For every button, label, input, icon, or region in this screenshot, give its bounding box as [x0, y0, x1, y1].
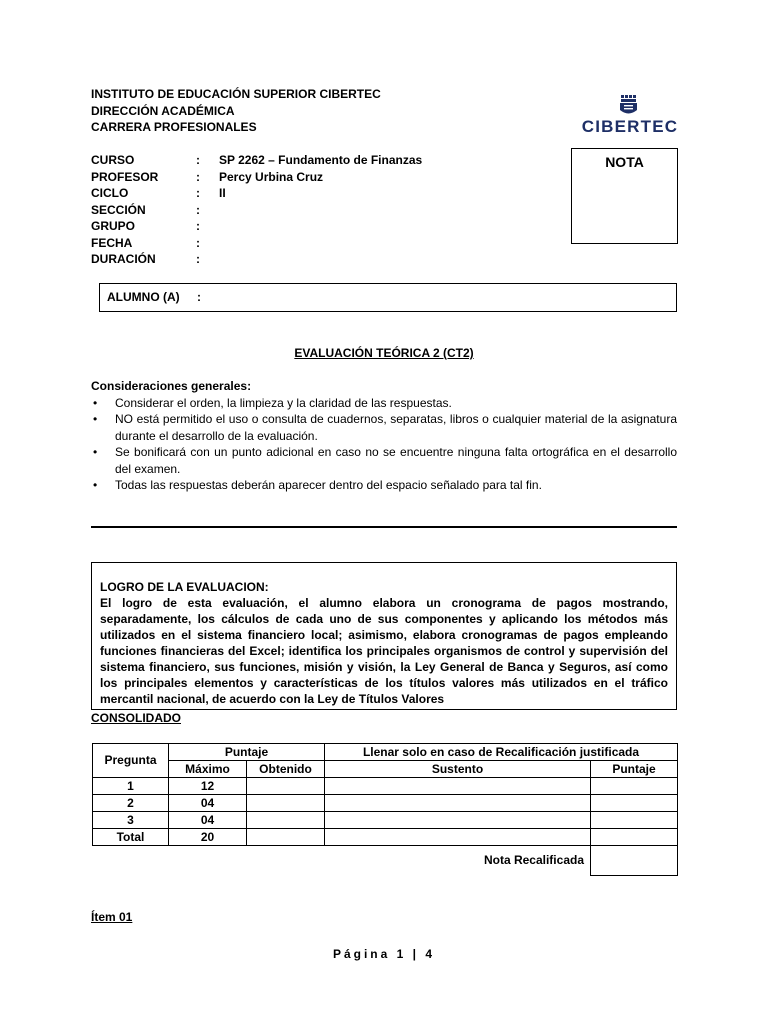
info-colon: :	[196, 186, 200, 200]
header-obtenido: Obtenido	[247, 761, 325, 778]
table-header-row	[93, 744, 678, 761]
info-value: II	[219, 186, 226, 200]
nota-recalificada-cell[interactable]	[591, 846, 678, 876]
header-maximo: Máximo	[169, 761, 247, 778]
cell-obtenido[interactable]	[247, 812, 325, 829]
info-colon: :	[196, 169, 200, 184]
item-title: Ítem 01	[91, 910, 133, 924]
cell-pregunta: 1	[93, 778, 169, 795]
list-item	[91, 477, 677, 494]
career-label: CARRERA PROFESIONALES	[91, 120, 257, 134]
general-considerations	[91, 378, 677, 494]
header-recalificacion: Llenar solo en caso de Recalificación justificada	[325, 744, 678, 761]
alumno-label: ALUMNO (A)	[107, 290, 180, 304]
nota-recalificada-label: Nota Recalificada	[483, 853, 584, 868]
info-label: GRUPO	[91, 219, 136, 233]
info-label: DURACIÓN	[91, 252, 156, 266]
goal-title: LOGRO DE LA EVALUACION:	[100, 580, 269, 594]
header-puntaje-recal: Puntaje	[591, 761, 678, 778]
cell-pregunta: Total	[93, 829, 169, 846]
info-colon: :	[196, 235, 200, 250]
section-divider	[91, 526, 677, 528]
consolidado-title: CONSOLIDADO	[91, 711, 181, 725]
list-item-text: Considerar el orden, la limpieza y la claridad de las respuestas.	[115, 395, 452, 410]
cell-sustento[interactable]	[325, 778, 591, 795]
score-table	[92, 743, 678, 876]
cell-puntaje-recal[interactable]	[591, 829, 678, 846]
cell-obtenido[interactable]	[247, 829, 325, 846]
cell-pregunta: 2	[93, 795, 169, 812]
nota-box[interactable]	[571, 148, 678, 244]
cell-obtenido[interactable]	[247, 795, 325, 812]
info-label: FECHA	[91, 235, 133, 250]
list-item-text: Se bonificará con un punto adicional en caso no se encuentre ninguna falta ortográfica en el desarrollo del examen.	[115, 445, 677, 476]
list-item-text: NO está permitido el uso o consulta de cuadernos, separatas, libros o cualquier material de la asignatura durante el desarrollo de la evaluación.	[115, 412, 677, 443]
institution-name: INSTITUTO DE EDUCACIÓN SUPERIOR CIBERTEC	[91, 87, 381, 101]
bullet-icon: •	[93, 395, 98, 410]
evaluation-title: EVALUACIÓN TEÓRICA 2 (CT2)	[294, 346, 474, 360]
cibertec-logo	[580, 93, 680, 137]
info-label: SECCIÓN	[91, 202, 146, 217]
cell-obtenido[interactable]	[247, 778, 325, 795]
considerations-title: Consideraciones generales:	[91, 379, 252, 393]
cell-maximo: 04	[169, 795, 247, 812]
info-colon: :	[196, 202, 200, 217]
info-label: PROFESOR	[91, 169, 159, 184]
list-item	[91, 444, 677, 477]
cell-maximo: 04	[169, 812, 247, 829]
goal-body: El logro de esta evaluación, el alumno elabora un cronograma de pagos mostrando, separadamente, los cálculos de cada uno de sus componentes y aplicando los métodos más utilizados en el sistema financiero local; asimismo, elabora cronogramas de pagos empleando funciones financieras del Excel; identifica los principales organismos de control y supervisión del sistema financiero, sus funciones, misión y visión, la Ley General de Banca y Seguros, así como los principales elementos y características de los títulos valores más utilizados en el tráfico mercantil nacional, de acuerdo con la Ley de Títulos Valores	[100, 596, 668, 706]
alumno-colon: :	[197, 290, 201, 304]
page-number: Página 1 | 4	[332, 947, 436, 961]
info-value: SP 2262 – Fundamento de Finanzas	[219, 153, 423, 167]
cell-pregunta: 3	[93, 812, 169, 829]
info-colon: :	[196, 219, 200, 233]
info-label: CICLO	[91, 186, 129, 200]
cell-maximo: 12	[169, 778, 247, 795]
bullet-icon: •	[93, 412, 98, 426]
info-colon: :	[196, 153, 200, 167]
cell-maximo: 20	[169, 829, 247, 846]
nota-label: NOTA	[605, 154, 644, 170]
header-puntaje: Puntaje	[169, 744, 325, 761]
logo-text: CIBERTEC	[581, 117, 679, 136]
table-row-nota-recalificada	[93, 846, 678, 876]
table-subheader-row	[93, 761, 678, 778]
table-row	[93, 812, 678, 829]
cell-sustento[interactable]	[325, 795, 591, 812]
cell-sustento[interactable]	[325, 829, 591, 846]
castle-icon	[580, 93, 680, 117]
header-sustento: Sustento	[325, 761, 591, 778]
cell-puntaje-recal[interactable]	[591, 812, 678, 829]
table-row	[93, 795, 678, 812]
list-item	[91, 411, 677, 444]
list-item	[91, 395, 677, 412]
academic-direction: DIRECCIÓN ACADÉMICA	[91, 103, 235, 118]
table-row-total	[93, 829, 678, 846]
cell-sustento[interactable]	[325, 812, 591, 829]
info-colon: :	[196, 252, 200, 266]
bullet-icon: •	[93, 478, 98, 492]
table-row	[93, 778, 678, 795]
bullet-icon: •	[93, 445, 98, 459]
cell-puntaje-recal[interactable]	[591, 795, 678, 812]
info-value: Percy Urbina Cruz	[219, 169, 324, 184]
header-pregunta: Pregunta	[93, 744, 169, 778]
info-label: CURSO	[91, 153, 135, 167]
list-item-text: Todas las respuestas deberán aparecer dentro del espacio señalado para tal fin.	[115, 478, 542, 492]
institution-header	[91, 86, 381, 136]
evaluation-goal-box	[91, 562, 677, 710]
alumno-field[interactable]	[99, 283, 677, 312]
cell-puntaje-recal[interactable]	[591, 778, 678, 795]
